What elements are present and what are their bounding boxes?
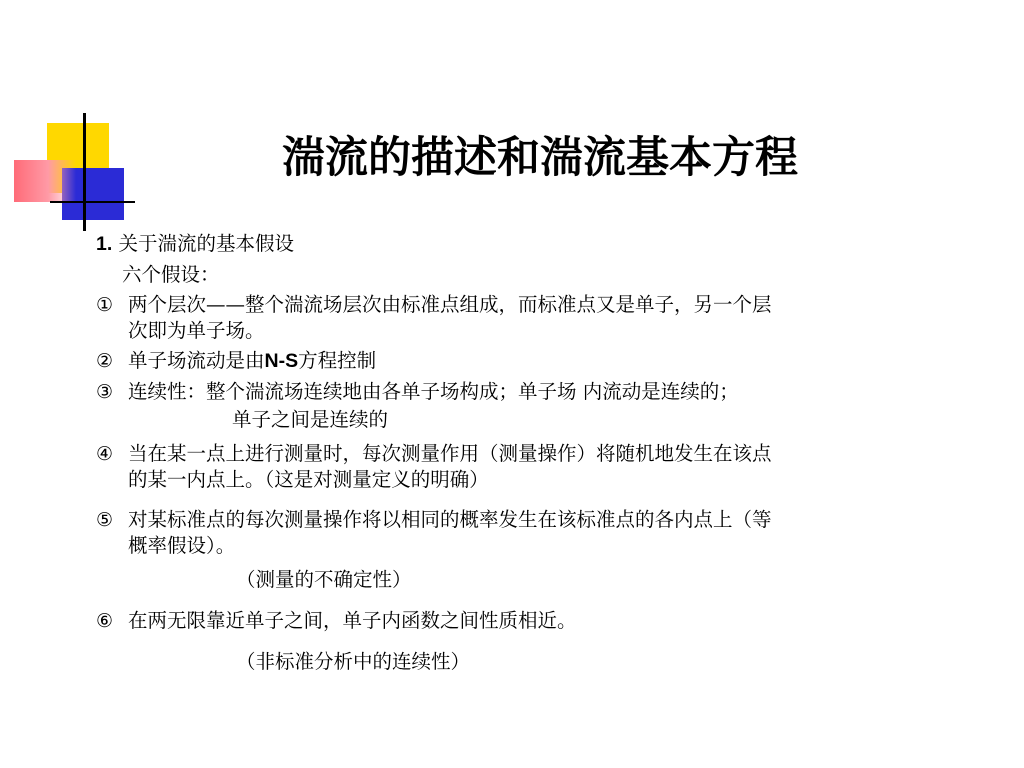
- decor-vertical-line: [83, 113, 86, 231]
- item-3-marker: ③: [96, 381, 114, 403]
- item-3-line-2: 单子之间是连续的: [232, 408, 389, 431]
- item-6-marker: ⑥: [96, 610, 114, 632]
- item-5-line-1: ⑤ 对某标准点的每次测量操作将以相同的概率发生在该标准点的各内点上（等: [96, 508, 772, 531]
- item-2: ② 单子场流动是由N-S方程控制: [96, 349, 377, 372]
- slide-title: 湍流的描述和湍流基本方程: [282, 133, 798, 183]
- section-number: 1.: [96, 233, 113, 255]
- section-heading: [96, 231, 294, 257]
- item-5-line-2: 概率假设）。: [128, 534, 236, 557]
- item-2-bold: N-S: [264, 350, 299, 372]
- item-1-line-2: 次即为单子场。: [128, 319, 265, 342]
- item-4-line-1: ④ 当在某一点上进行测量时，每次测量作用（测量操作）将随机地发生在该点: [96, 442, 772, 465]
- item-5-marker: ⑤: [96, 509, 114, 531]
- item-1-line-1: ① 两个层次——整个湍流场层次由标准点组成，而标准点又是单子，另一个层: [96, 293, 772, 316]
- intro-text: 六个假设：: [122, 263, 220, 286]
- section-heading-text: 关于湍流的基本假设: [118, 232, 294, 255]
- decor-horizontal-line: [50, 201, 135, 203]
- decor-red-gradient-bar: [14, 160, 76, 202]
- item-4-marker: ④: [96, 443, 114, 465]
- item-6-line-1: ⑥ 在两无限靠近单子之间，单子内函数之间性质相近。: [96, 609, 577, 632]
- item-4-line-2: 的某一内点上。（这是对测量定义的明确）: [128, 468, 489, 491]
- item-2-marker: ②: [96, 350, 114, 372]
- item-3-line-1: ③ 连续性：整个湍流场连续地由各单子场构成；单子场 内流动是连续的；: [96, 380, 739, 403]
- item-6-note: （非标准分析中的连续性）: [236, 650, 471, 673]
- item-5-note: （测量的不确定性）: [236, 568, 412, 591]
- item-1-marker: ①: [96, 294, 114, 316]
